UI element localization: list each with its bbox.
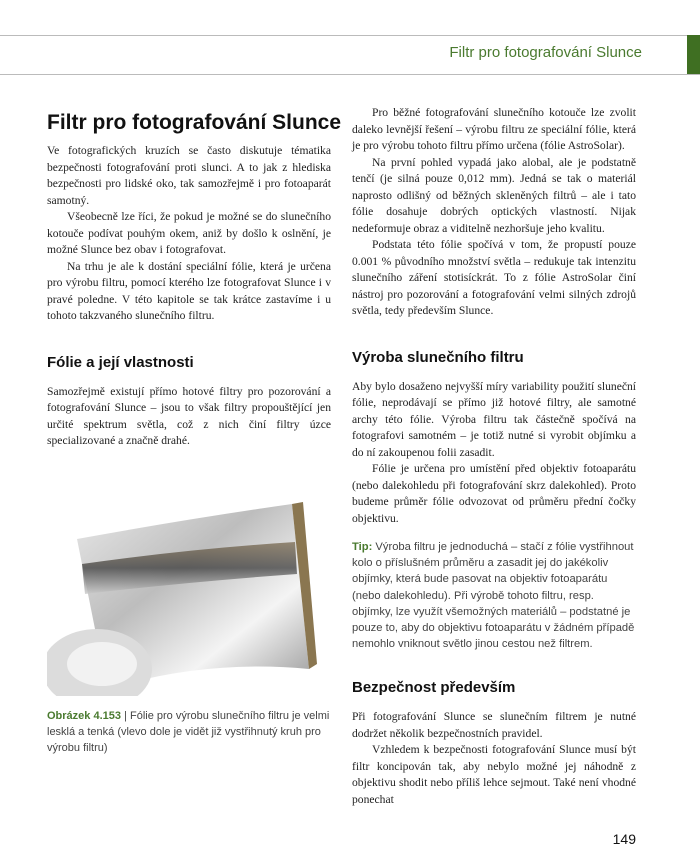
- caption-text: Fólie pro výrobu slunečního filtru je velmi lesklá a tenká (vlevo dole je vidět již vystřihnutý kruh pro výrobu filtru): [47, 709, 330, 754]
- figure-label: Obrázek 4.153: [47, 709, 121, 722]
- figure-foil-photo: [47, 464, 331, 696]
- running-header: Filtr pro fotografování Slunce: [449, 44, 642, 61]
- paragraph: Při fotografování Slunce se slunečním filtrem je nutné dodržet několik bezpečnostních pravidel.: [352, 710, 636, 740]
- section-heading: Výroba slunečního filtru: [352, 348, 524, 366]
- tip-label: Tip:: [352, 541, 373, 553]
- paragraph: Vzhledem k bezpečnosti fotografování Slunce musí být filtr koncipován tak, aby nebylo možné jej náhodně z objektivu shodit nebo příliš lehce sejmout. Také není vhodné ponechat: [352, 743, 636, 806]
- tip-box: [352, 539, 636, 652]
- section-heading: Fólie a její vlastnosti: [47, 353, 194, 371]
- paragraph: Samozřejmě existují přímo hotové filtry pro pozorování a fotografování Slunce – jsou to však filtry propouštějící jen určité spektrum světla, což z nich činí filtry úzce specializované a značně drahé.: [47, 384, 331, 447]
- figure-caption: [47, 708, 331, 756]
- paragraph: Aby bylo dosaženo nejvyšší míry variability použití sluneční fólie, neprodávají se přímo již hotové filtry, ale samotné archy této fólie. Výroba filtru tak částečně spočívá na fotografovi samotném – je totiž nutné si vyrobit objímku a do ní zakoupenou folii zasadit.: [352, 379, 636, 459]
- paragraph: Podstata této fólie spočívá v tom, že propustí pouze 0.001 % původního množství světla – redukuje tak intenzitu slunečního záření stotisíckrát. To z fólie AstroSolar činí nástroj pro pozorování a fotografování velmi silných zdrojů světla, tedy především Slunce.: [352, 238, 636, 317]
- paragraph: Pro běžné fotografování slunečního kotouče lze zvolit daleko levnější řešení – výrobu filtru ze speciální fólie, která je pro výrobu tohoto filtru přímo určena (fólie AstroSolar).: [352, 106, 636, 152]
- paragraph: Na první pohled vypadá jako alobal, ale je podstatně tenčí (je silná pouze 0,012 mm). Jedná se tak o materiál naprosto odlišný od běžných skleněných filtrů – ale i tato fólie dosahuje dobrých optických vlastností. Nijak nedeformuje obraz a viditelně nezhoršuje jeho kvalitu.: [352, 155, 636, 235]
- caption-separator: |: [121, 709, 130, 722]
- section-heading: Bezpečnost především: [352, 679, 516, 697]
- header-rule-bottom: [0, 74, 700, 75]
- page-title: Filtr pro fotografování Slunce: [47, 111, 342, 134]
- paragraph: Ve fotografických kruzích se často diskutuje tématika bezpečnosti fotografování proti slunci. A to jak z hlediska bezpečnosti pro lidské oko, tak samozřejmě i pro fotoaparát samotný.: [47, 144, 331, 207]
- chapter-tab: [687, 35, 700, 74]
- paragraph: Na trhu je ale k dostání speciální fólie, která je určena pro výrobu filtru, pomocí kterého lze fotografovat Slunce i v pravé poledne. V této kapitole se tak krátce zastavíme i u tohoto takzvaného slunečního filtru.: [47, 259, 331, 322]
- left-column: [47, 143, 331, 756]
- tip-text: Výroba filtru je jednoduchá – stačí z fólie vystřihnout kolo o příslušném průměru a zasadit jej do jakékoliv objímky, která bude pasovat na objektiv fotoaparátu (nebo dalekohledu). Při výrobě tohoto filtru, resp. objímky, lze využít všemožných materiálů – podstatné je pouze to, aby do objektivu fotoaparátu v žádném případě nemohlo vniknout světlo jinou cestou než filtrem.: [352, 541, 635, 651]
- header-rule-top: [0, 35, 700, 36]
- paragraph: Fólie je určena pro umístění před objektiv fotoaparátu (nebo dalekohledu při fotografování skrz dalekohled). Proto budeme průměr fólie odvozovat od průměru přední čočky objektivu.: [352, 462, 636, 525]
- right-column: [352, 105, 636, 848]
- page-number: 149: [612, 831, 636, 848]
- paragraph: Všeobecně lze říci, že pokud je možné se do slunečního kotouče podívat pouhým okem, aniž by došlo k oslnění, je možné Slunce bez obav i fotografovat.: [47, 210, 331, 256]
